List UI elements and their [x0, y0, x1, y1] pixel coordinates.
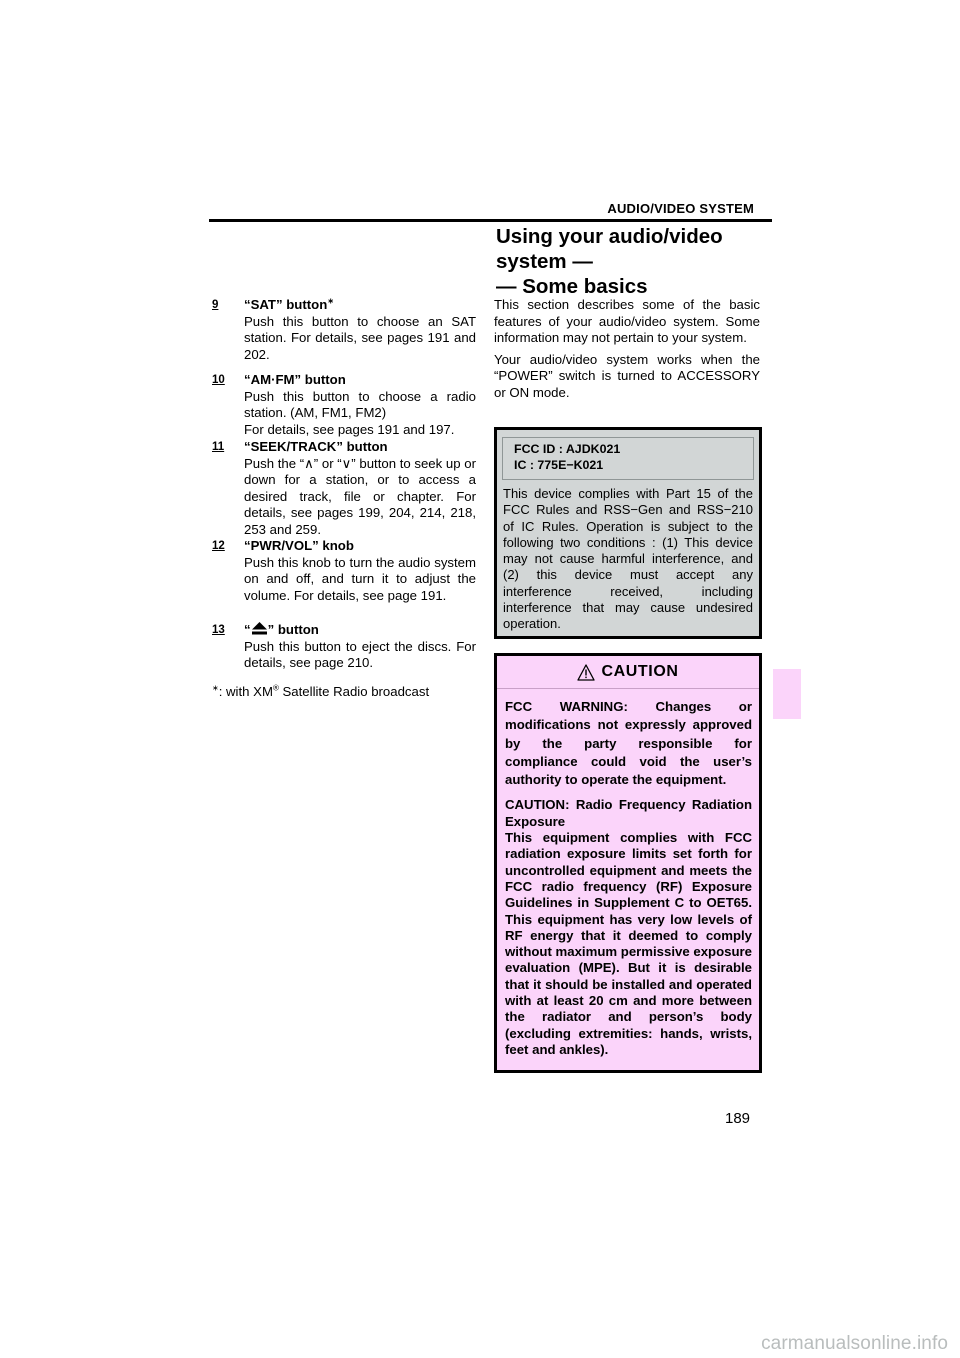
item-body	[244, 439, 476, 539]
ic-id-line: IC : 775E−K021	[514, 458, 604, 472]
intro-paragraph: Your audio/video system works when the “POWER” switch is turned to ACCESSORY or ON mode.	[494, 351, 760, 400]
item-title	[244, 297, 476, 314]
fcc-notice-text: This device complies with Part 15 of the FCC Rules and RSS−Gen and RSS−210 of IC Rules. Operation is subject to the following two conditions : (1) This device may not cause harmful interference, and (2) this device must accept any interference received, including interference that may cause undesired operation.	[503, 486, 753, 632]
footnote-text-after: Satellite Radio broadcast	[278, 684, 430, 699]
item-title	[244, 622, 476, 639]
caution-box	[494, 653, 762, 1073]
item-number: 9	[212, 299, 219, 311]
item-description: Push this button to choose a radio station. (AM, FM1, FM2)	[244, 388, 476, 421]
fcc-id-line: FCC ID : AJDK021	[514, 442, 621, 456]
eject-icon	[251, 622, 268, 635]
chapter-tab	[773, 669, 801, 719]
title-suffix: ” button	[267, 622, 319, 637]
heading-line-1: Using your audio/video	[496, 225, 723, 248]
item-description: Push this knob to turn the audio system on and off, and turn it to adjust the volume. For details, see page 191.	[244, 554, 476, 603]
footnote	[212, 684, 429, 699]
caution-title: CAUTION	[601, 663, 679, 680]
item-body	[244, 538, 476, 604]
list-item-sat	[212, 297, 476, 372]
list-item-seek-track	[212, 439, 476, 538]
item-number: 13	[212, 624, 225, 636]
intro-paragraph: This section describes some of the basic features of your audio/video system. Some information may not pertain to your system.	[494, 297, 760, 346]
item-number: 10	[212, 374, 225, 386]
item-title: “PWR/VOL” knob	[244, 538, 354, 553]
item-title: “SEEK/TRACK” button	[244, 439, 388, 454]
page-number: 189	[725, 1110, 751, 1127]
item-body	[244, 622, 476, 672]
intro-text	[494, 297, 760, 402]
list-item-eject	[212, 622, 476, 672]
item-body	[244, 297, 476, 363]
item-title-text: “SAT” button	[244, 297, 328, 312]
list-item-am-fm	[212, 372, 476, 439]
item-number: 12	[212, 540, 225, 552]
footnote-marker: ∗	[212, 683, 219, 693]
rf-exposure-text	[505, 797, 752, 1058]
heading-line-3: — Some basics	[496, 275, 648, 298]
list-item-pwr-vol	[212, 538, 476, 622]
item-number: 11	[212, 441, 225, 453]
item-title: “AM·FM” button	[244, 372, 346, 387]
page-heading	[496, 224, 766, 299]
title-prefix: “	[244, 622, 251, 637]
header-rule	[209, 219, 772, 222]
caution-content	[497, 689, 759, 1058]
registered-mark: ®	[272, 683, 279, 693]
fcc-notice-box	[494, 427, 762, 639]
item-description: Push this button to eject the discs. For details, see page 210.	[244, 638, 476, 671]
section-label: AUDIO/VIDEO SYSTEM	[607, 201, 754, 216]
fcc-warning-text: FCC WARNING: Changes or modifications not expressly approved by the party responsible for compliance could void the user’s authority to operate the equipment.	[505, 699, 752, 788]
item-description: Push this button to choose an SAT station. For details, see pages 191 and 202.	[244, 313, 476, 362]
caution-header	[497, 656, 759, 689]
rf-exposure-heading: CAUTION: Radio Frequency Radiation Exposure	[505, 797, 752, 829]
fcc-id-panel	[502, 437, 754, 480]
heading-line-2: system —	[496, 250, 593, 273]
warning-triangle-icon	[577, 664, 595, 681]
item-description: Push the “∧” or “∨” button to seek up or down for a station, or to access a desired track, file or chapter. For details, see pages 199, 204, 214, 218, 253 and 259.	[244, 455, 476, 537]
button-list	[212, 297, 476, 672]
rf-exposure-body: This equipment complies with FCC radiation exposure limits set forth for uncontrolled equipment and meets the FCC radio frequency (RF) Exposure Guidelines in Supplement C to OET65. This equipment has very low levels of RF energy that it deemed to comply without maximum permissive exposure evaluation (MPE). But it is desirable that it should be installed and operated with at least 20 cm and more between the radiator and person’s body (excluding extremities: hands, wrists, feet and ankles).	[505, 830, 752, 1057]
item-description: For details, see pages 191 and 197.	[244, 421, 455, 437]
item-body	[244, 372, 476, 438]
footnote-marker: ∗	[327, 296, 334, 306]
footnote-text-before: : with XM	[218, 684, 273, 699]
watermark: carmanualsonline.info	[761, 1333, 948, 1354]
